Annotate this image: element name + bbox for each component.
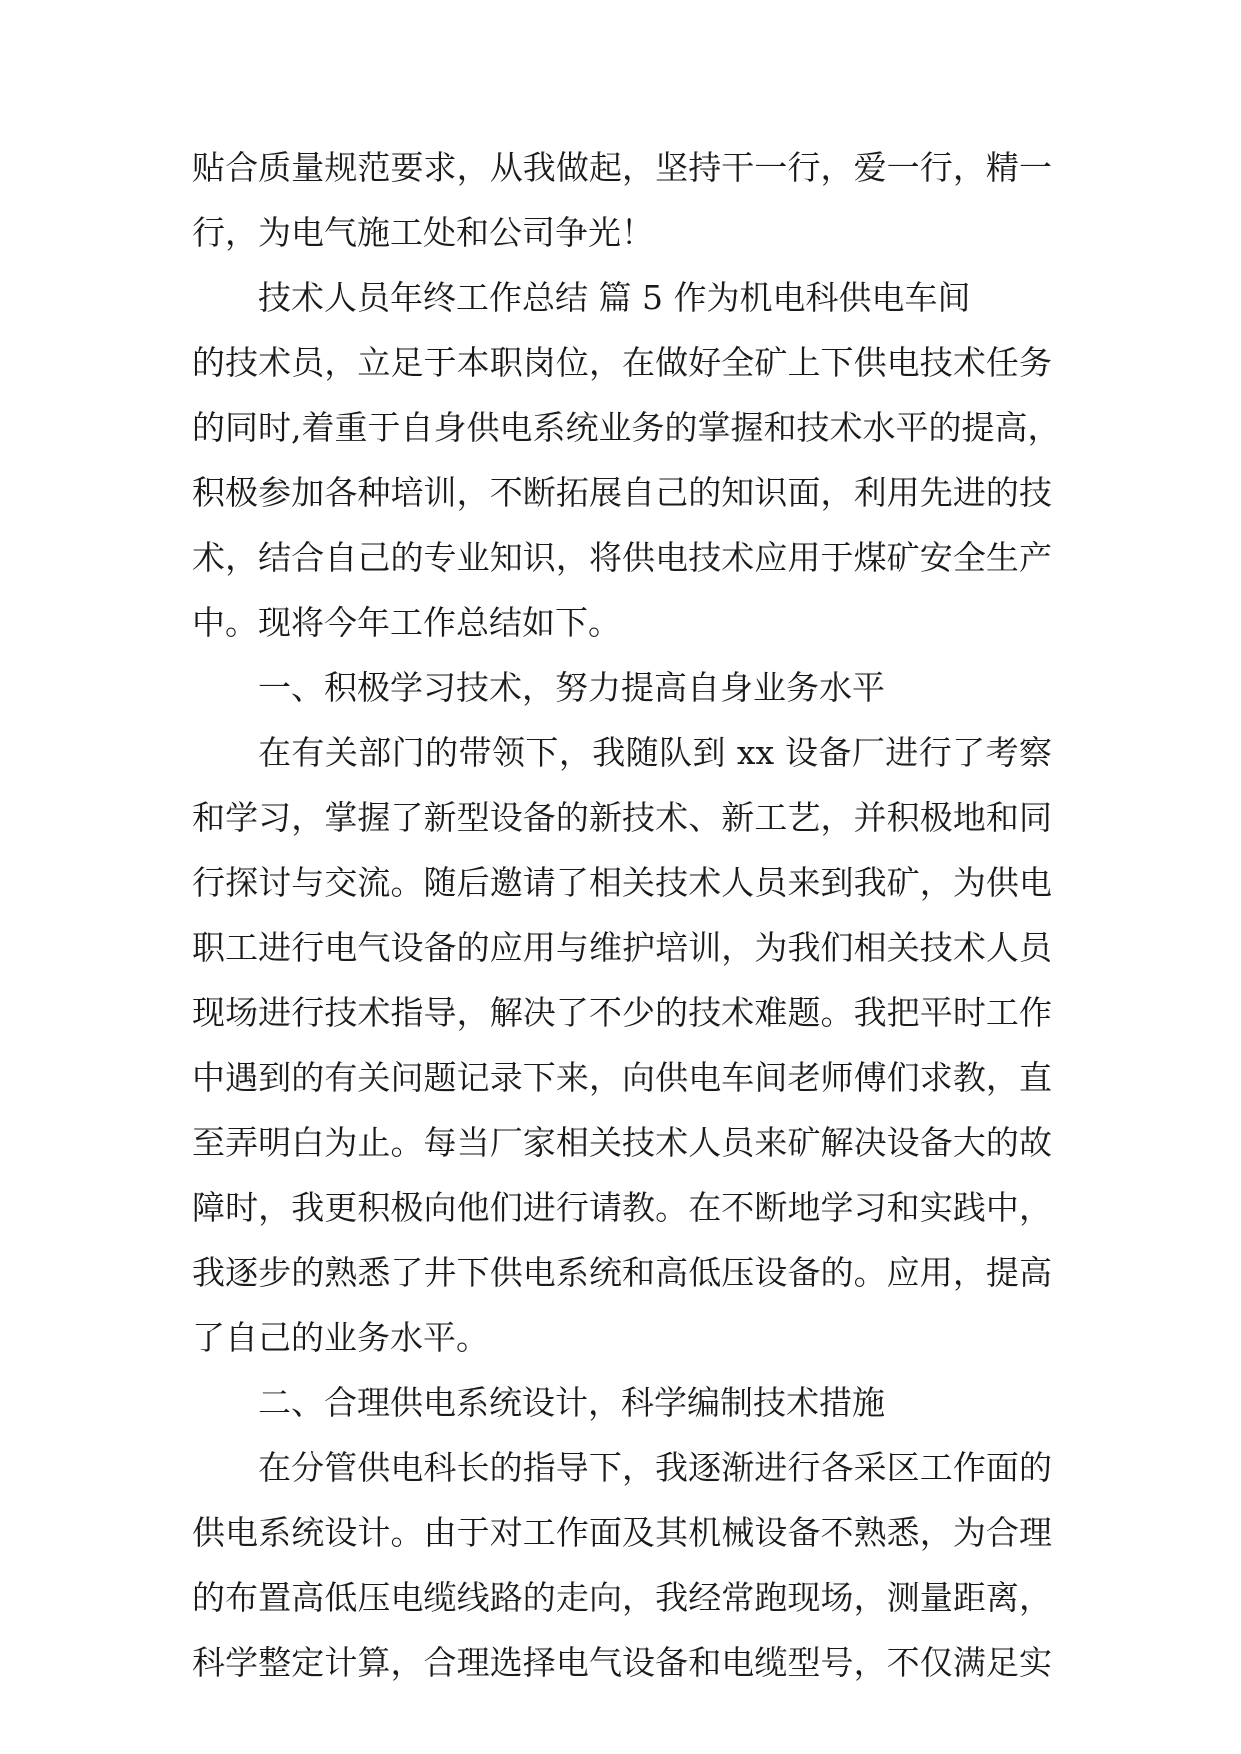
text-line: 贴合质量规范要求，从我做起，坚持干一行，爱一行，精一 (192, 148, 1052, 187)
text-line: 职工进行电气设备的应用与维护培训，为我们相关技术人员 (192, 928, 1052, 967)
text-line: 供电系统设计。由于对工作面及其机械设备不熟悉，为合理 (192, 1513, 1052, 1552)
text-line: 现场进行技术指导，解决了不少的技术难题。我把平时工作 (192, 993, 1052, 1032)
text-line: 行，为电气施工处和公司争光！ (192, 213, 654, 252)
text-line: 在有关部门的带领下，我随队到 xx 设备厂进行了考察 (258, 733, 1052, 772)
text-line: 行探讨与交流。随后邀请了相关技术人员来到我矿，为供电 (192, 863, 1052, 902)
heading-line: 一、积极学习技术，努力提高自身业务水平 (258, 668, 885, 707)
section-title-line: 技术人员年终工作总结 篇 5 作为机电科供电车间 (258, 278, 971, 317)
text-line: 的同时,着重于自身供电系统业务的掌握和技术水平的提高， (192, 408, 1061, 447)
text-line: 和学习，掌握了新型设备的新技术、新工艺，并积极地和同 (192, 798, 1052, 837)
text-line: 了自己的业务水平。 (192, 1318, 489, 1357)
text-line: 的技术员，立足于本职岗位，在做好全矿上下供电技术任务 (192, 343, 1052, 382)
text-line: 障时，我更积极向他们进行请教。在不断地学习和实践中， (192, 1188, 1052, 1227)
text-line: 术，结合自己的专业知识，将供电技术应用于煤矿安全生产 (192, 538, 1052, 577)
text-line: 中。现将今年工作总结如下。 (192, 603, 621, 642)
text-line: 中遇到的有关问题记录下来，向供电车间老师傅们求教，直 (192, 1058, 1052, 1097)
text-line: 的布置高低压电缆线路的走向，我经常跑现场，测量距离， (192, 1578, 1052, 1617)
text-line: 科学整定计算，合理选择电气设备和电缆型号，不仅满足实 (192, 1643, 1052, 1682)
text-line: 积极参加各种培训，不断拓展自己的知识面，利用先进的技 (192, 473, 1052, 512)
heading-line: 二、合理供电系统设计，科学编制技术措施 (258, 1383, 885, 1422)
text-line: 至弄明白为止。每当厂家相关技术人员来矿解决设备大的故 (192, 1123, 1052, 1162)
text-line: 在分管供电科长的指导下，我逐渐进行各采区工作面的 (258, 1448, 1052, 1487)
text-line: 我逐步的熟悉了井下供电系统和高低压设备的。应用，提高 (192, 1253, 1052, 1292)
